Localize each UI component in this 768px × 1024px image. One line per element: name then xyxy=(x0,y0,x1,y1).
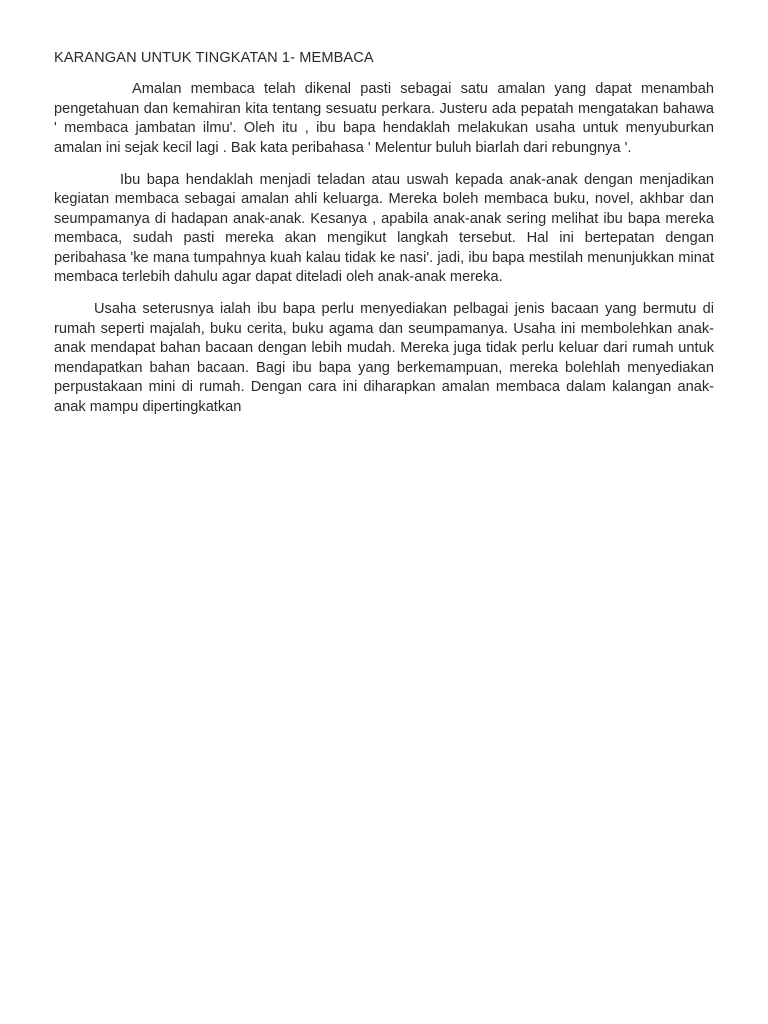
document-title: KARANGAN UNTUK TINGKATAN 1- MEMBACA xyxy=(54,50,374,66)
paragraph-2: Ibu bapa hendaklah menjadi teladan atau uswah kepada anak-anak dengan menjadikan kegiatan membaca sebagai amalan ahli keluarga. Mereka boleh membaca buku, novel, akhbar dan seumpamanya di hadapan anak-anak. Kesanya , apabila anak-anak sering melihat ibu bapa mereka membaca, sudah pasti mereka akan mengikut langkah tersebut. Hal ini bertepatan dengan peribahasa 'ke mana tumpahnya kuah kalau tidak ke nasi'. jadi, ibu bapa mestilah menunjukkan minat membaca terlebih dahulu agar dapat diteladi oleh anak-anak mereka. xyxy=(54,172,714,286)
document-content xyxy=(54,49,714,430)
paragraph-3: Usaha seterusnya ialah ibu bapa perlu menyediakan pelbagai jenis bacaan yang bermutu di rumah seperti majalah, buku cerita, buku agama dan seumpamanya. Usaha ini membolehkan anak-anak mendapat bahan bacaan dengan lebih mudah. Mereka juga tidak perlu keluar dari rumah untuk mendapatkan bahan bacaan. Bagi ibu bapa yang berkemampuan, mereka bolehlah menyediakan perpustakaan mini di rumah. Dengan cara ini diharapkan amalan membaca dalam kalangan anak-anak mampu dipertingkatkan xyxy=(54,301,714,415)
paragraph-1: Amalan membaca telah dikenal pasti sebagai satu amalan yang dapat menambah pengetahuan dan kemahiran kita tentang sesuatu perkara. Justeru ada pepatah mengatakan bahawa ' membaca jambatan ilmu'. Oleh itu , ibu bapa hendaklah melakukan usaha untuk menyuburkan amalan ini sejak kecil lagi . Bak kata peribahasa ' Melentur buluh biarlah dari rebungnya '. xyxy=(54,81,714,156)
